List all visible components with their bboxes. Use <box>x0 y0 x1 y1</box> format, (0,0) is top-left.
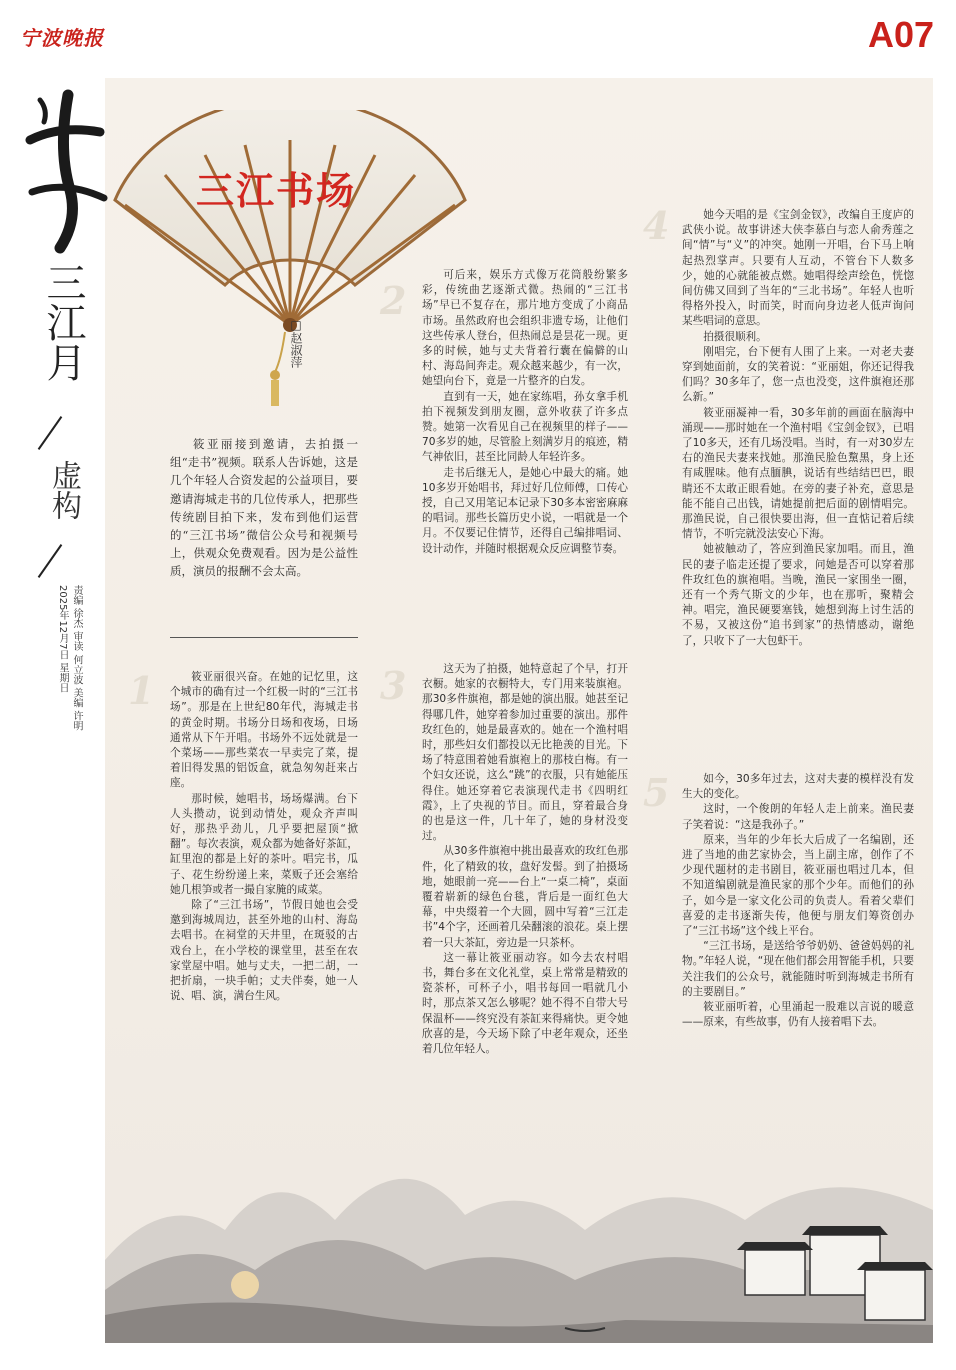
ink-landscape-illustration <box>105 1120 933 1343</box>
credits-date: 2025年12月7日 星期日 <box>57 585 68 693</box>
credits <box>55 585 83 925</box>
article-intro <box>170 435 358 581</box>
paragraph: 这一幕让筱亚丽动容。如今去农村唱书，舞台多在文化礼堂，桌上常常是精致的瓷茶杯，可杯子小，唱书每回一唱就几小时，那点茶又怎么够呢？她不得不自带大号保温杯——终究没有茶缸来得痛快。更令她欣喜的是，今天场下除了中老年观众，还坐着几位年轻人。 <box>422 951 628 1056</box>
section-subtitle: 虚构 <box>46 460 81 520</box>
article-section-4 <box>682 208 914 649</box>
paragraph: 可后来，娱乐方式像万花筒般纷繁多彩，传统曲艺逐渐式微。热闹的“三江书场”早已不复存在，那片地方变成了小商品市场。虽然政府也会组织非遗专场，让他们这些传承人登台，但热闹总是昙花一现。更多的时候，她与丈夫背着行囊在偏僻的山村、海岛间奔走。观众越来越少，有一次，她望向台下，竟是一片整齐的白发。 <box>422 269 628 388</box>
paragraph: 如今，30多年过去，这对夫妻的模样没有发生大的变化。 <box>682 773 914 801</box>
paragraph: 除了“三江书场”，节假日她也会受邀到海城周边，甚至外地的山村、海岛去唱书。在祠堂的天井里，在斑驳的古戏台上，在小学校的课堂里，甚至在农家堂屋中唱。她与丈夫，一把二胡，一把折扇，一块手帕；丈夫伴奏，她一人说、唱、演，满台生风。 <box>170 899 358 1003</box>
article-section-1 <box>170 670 358 1004</box>
paragraph: 那时候，她唱书，场场爆满。台下人头攒动，说到动情处，观众齐声叫好，那热乎劲儿，几乎要把屋顶“掀翻”。每次表演，观众都为她备好茶缸，缸里泡的都是上好的茶叶。唱完书，瓜子、花生纷纷递上来，菜贩子还会塞给她几根笋或者一撮自家腌的咸菜。 <box>170 792 358 896</box>
paragraph: 筱亚丽凝神一看，30多年前的画面在脑海中涌现——那时她在一个渔村唱《宝剑金钗》，已唱了10多天，还有几场没唱。当时，有一对30岁左右的渔民夫妻来找她。那渔民脸色黧黑，身上还有咸腥味。他有点腼腆，说话有些结结巴巴，眼睛还不太敢正眼看她。在旁的妻子补充，意思是能不能自己出钱，请她提前把后面的剧情唱完。那渔民说，自己很快要出海，但一直惦记着后续情节，不听完就没法安心下海。 <box>682 406 914 541</box>
masthead-logo: 宁波晚报 <box>20 26 104 50</box>
intro-paragraph: 筱亚丽接到邀请，去拍摄一组“走书”视频。联系人告诉她，这是几个年轻人合资发起的公益项目，要邀请海城走书的几位传承人，把那些传统剧目拍下来，发布到他们运营的“三江书场”微信公众号和视频号上，供观众免费观看。因为是公益性质，演员的报酬不会太高。 <box>170 437 358 579</box>
paragraph: “三江书场，是送给爷爷奶奶、爸爸妈妈的礼物。”年轻人说，“现在他们都会用智能手机，只要关注我们的公众号，就能随时听到海城走书所有的主要剧目。” <box>682 940 914 998</box>
paragraph: 原来，当年的少年长大后成了一名编剧，还进了当地的曲艺家协会，当上副主席，创作了不少现代题材的走书剧目，筱亚丽也唱过几本，但不知道编剧就是渔民家的那个少年。而他们的孙子，如今是一家文化公司的负责人。看着父辈们喜爱的走书逐渐失传，他便与朋友们筹资创办了“三江书场”这个线上平台。 <box>682 833 914 938</box>
credits-editors: 责编 徐杰 审读 何立波 美编 许明 <box>71 585 82 731</box>
paragraph: 直到有一天，她在家练唱，孙女拿手机拍下视频发到朋友圈，意外收获了许多点赞。她第一次看见自己在视频里的样子——70多岁的她，尽管脸上刻满岁月的痕迹，精气神依旧，甚至比同龄人年轻许多。 <box>422 390 628 464</box>
paragraph: 筱亚丽很兴奋。在她的记忆里，这个城市的确有过一个红极一时的“三江书场”。那是在上世纪80年代，海城走书的黄金时期。书场分日场和夜场，日场通常从下午开唱。书场外不远处就是一个菜场——那些菜农一早卖完了菜，提着旧得发黑的铝饭盒，就急匆匆赶来占座。 <box>170 671 358 790</box>
paragraph: 刚唱完，台下便有人围了上来。一对老夫妻穿到她面前，女的笑着说：“亚丽姐，你还记得我们吗？30多年了，您一点也没变，这件旗袍还那么新。” <box>682 345 914 404</box>
paragraph: 拍摄很顺利。 <box>703 330 767 343</box>
paragraph: 她被触动了，答应到渔民家加唱。而且，渔民的妻子临走还提了要求，问她是否可以穿着那件玫红色的旗袍唱。当晚，渔民一家围坐一圈，还有一个秀气斯文的少年，也在那听，聚精会神。唱完，渔民硬要塞钱，她想到海上讨生活的不易，又被这份“追书到家”的热情感动，谢绝了，只收下了一大包虾干。 <box>682 543 914 647</box>
paragraph: 从30多件旗袍中挑出最喜欢的玫红色那件，化了精致的妆，盘好发髻。到了拍摄场地，她眼前一亮——台上“一桌二椅”，桌面覆着崭新的绿色台毯，背后是一面红色大幕，中央缀着一个大圆，圆中写着“三江走书”4个字，还画着几朵翻滚的浪花。桌上摆着一只大茶缸，旁边是一只茶杯。 <box>422 845 628 949</box>
brush-calligraphy-ornament <box>20 80 108 255</box>
section-number: 5 <box>643 770 670 815</box>
paragraph: 走书后继无人，是她心中最大的痛。她10多岁开始唱书，拜过好几位师傅，口传心授，自己又用笔记本记录下30多本密密麻麻的唱词。那些长篇历史小说，一唱就是一个月。不仅要记住情节，还得自己编排唱词、设计动作，并随时根据观众反应调整节奏。 <box>422 466 628 555</box>
article-title: 三江书场 <box>196 168 357 213</box>
section-title: 三江月 <box>40 262 86 382</box>
paragraph: 这天为了拍摄，她特意起了个早，打开衣橱。她家的衣橱特大，专门用来装旗袍。那30多件旗袍，都是她的演出服。她甚至记得哪几件，她穿着参加过重要的演出。那件玫红色的，她是最喜欢的。她在一个渔村唱时，那些妇女们都投以无比艳羡的目光。下场了特意围着她看旗袍上的那枝白梅。有一个妇女还说，这么“跳”的衣服，只有她能压得住。她还穿着它表演现代走书《四明红霞》，上了央视的节目。而且，穿着最合身的也是这一件，几十年了，她的身材没变过。 <box>422 663 628 843</box>
article-section-2 <box>422 268 628 557</box>
paragraph: 这时，一个俊朗的年轻人走上前来。渔民妻子笑着说：“这是我孙子。” <box>682 803 914 831</box>
article-section-5 <box>682 772 914 1030</box>
page-number: A07 <box>867 14 934 55</box>
section-number: 1 <box>128 668 155 713</box>
subtitle-slash <box>38 544 63 578</box>
section-number: 2 <box>380 278 407 323</box>
paragraph: 她今天唱的是《宝剑金钗》，改编自王度庐的武侠小说。故事讲述大侠李慕白与恋人俞秀莲之间“情”与“义”的冲突。她刚一开唱，台下马上响起热烈掌声。只要有人互动，不管台下人数多少，她的心就能被点燃。她唱得绘声绘色，恍惚间仿佛又回到了当年的“三北书场”。年轻人也听得格外投入，时而笑，时而向身边老人低声询问某些唱词的意思。 <box>682 209 914 328</box>
section-number: 3 <box>380 663 407 708</box>
article-section-3 <box>422 662 628 1057</box>
section-number: 4 <box>643 203 670 248</box>
intro-divider <box>170 637 358 638</box>
article-author: □赵淑萍 <box>289 318 303 368</box>
title-slash <box>38 416 63 450</box>
paragraph: 筱亚丽听着，心里涌起一股难以言说的暖意——原来，有些故事，仍有人接着唱下去。 <box>682 1001 914 1029</box>
